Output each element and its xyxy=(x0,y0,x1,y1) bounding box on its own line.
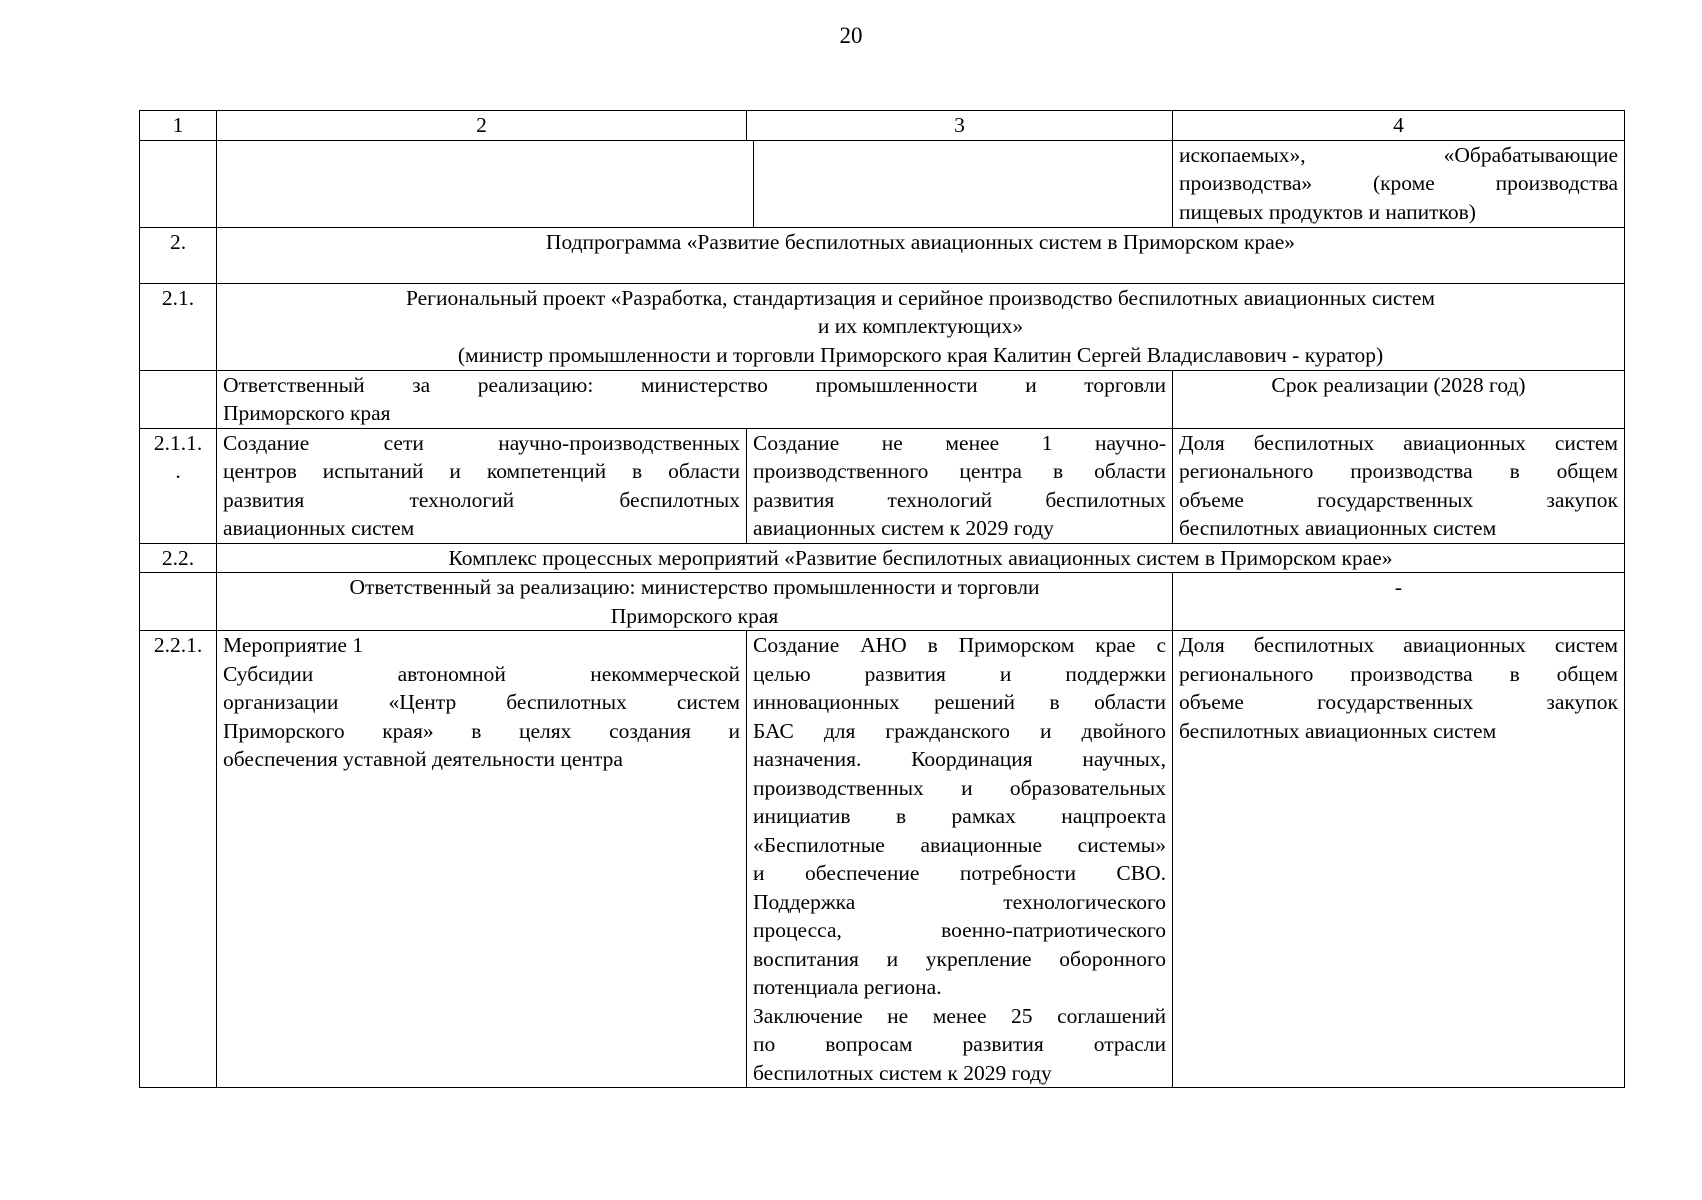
text-line: производственного центра в области xyxy=(753,459,1166,483)
text-line: . xyxy=(175,459,181,483)
text-line: «Беспилотные авиационные системы» xyxy=(753,832,1166,857)
text-line: потенциала региона. xyxy=(753,975,942,999)
result-text xyxy=(747,631,1173,1088)
text-line: Создание АНО в Приморском крае с xyxy=(753,633,1166,657)
complex-title: Комплекс процессных мероприятий «Развитие беспилотных авиационных систем в Приморском крае» xyxy=(217,543,1625,573)
text-line: производства» (кроме производства xyxy=(1179,171,1618,195)
text-line: авиационных систем к 2029 году xyxy=(753,516,1054,540)
subprogram-title: Подпрограмма «Развитие беспилотных авиационных систем в Приморском крае» xyxy=(217,227,1625,283)
row-number xyxy=(140,428,217,543)
text-line: объеме государственных закупок xyxy=(1179,487,1618,512)
table-row-regional-project xyxy=(140,283,1625,370)
table-row-complex xyxy=(140,543,1625,573)
text-line: Ответственный за реализацию: министерство промышленности и торговли xyxy=(349,575,1040,599)
text-line: и обеспечение потребности СВО. xyxy=(753,861,1166,885)
cell-empty xyxy=(140,370,217,428)
text-line: инновационных решений в области xyxy=(753,690,1166,714)
row-number: 2.2.1. xyxy=(140,631,217,1088)
page-number: 20 xyxy=(839,23,863,48)
table-row-subprogram xyxy=(140,227,1625,283)
text-line: центров испытаний и компетенций в области xyxy=(223,459,740,483)
text-line: Приморского края xyxy=(223,401,391,425)
text-line: процесса, военно-патриотического xyxy=(753,918,1166,942)
text-line: пищевых продуктов и напитков) xyxy=(1179,199,1476,224)
header-col-4: 4 xyxy=(1173,111,1625,141)
task-text xyxy=(217,631,747,1088)
table-row-2-1-1 xyxy=(140,428,1625,543)
text-line: Региональный проект «Разработка, стандартизация и серийное производство беспилотных авиационных систем xyxy=(405,285,1436,310)
table-row-responsible xyxy=(140,370,1625,428)
text-line: регионального производства в общем xyxy=(1179,661,1618,686)
header-col-2: 2 xyxy=(217,111,747,141)
text-line: беспилотных авиационных систем xyxy=(1179,718,1497,743)
text-line: обеспечения уставной деятельности центра xyxy=(223,747,623,771)
text-line: Заключение не менее 25 соглашений xyxy=(753,1003,1166,1028)
text-line: производственных и образовательных xyxy=(753,775,1166,800)
text-line: Мероприятие 1 xyxy=(223,633,364,657)
responsible-text xyxy=(217,573,1173,631)
table-row-responsible xyxy=(140,573,1625,631)
result-text xyxy=(747,428,1173,543)
cell-empty xyxy=(217,140,1173,227)
text-line: по вопросам развития отрасли xyxy=(753,1032,1166,1056)
table-header-row xyxy=(140,111,1625,141)
text-line: Доля беспилотных авиационных систем xyxy=(1179,430,1618,455)
text-line: объеме государственных закупок xyxy=(1179,690,1618,714)
text-line: авиационных систем xyxy=(223,516,415,540)
indicator-text xyxy=(1173,428,1625,543)
table-row-continuation xyxy=(140,140,1625,227)
row-number: 2. xyxy=(140,227,217,283)
header-col-1: 1 xyxy=(140,111,217,141)
task-text xyxy=(217,428,747,543)
text-line: Поддержка технологического xyxy=(753,889,1166,914)
text-line: БАС для гражданского и двойного xyxy=(753,718,1166,743)
text-line: беспилотных авиационных систем xyxy=(1179,516,1497,540)
row-number: 2.2. xyxy=(140,543,217,573)
text-line: Доля беспилотных авиационных систем xyxy=(1179,633,1618,657)
program-table xyxy=(139,110,1625,1088)
text-line: назначения. Координация научных, xyxy=(753,747,1166,771)
text-line: воспитания и укрепление оборонного xyxy=(753,946,1166,971)
text-line: Создание сети научно-производственных xyxy=(223,430,740,455)
row-number: 2.1. xyxy=(140,283,217,370)
responsible-text xyxy=(217,370,1173,428)
text-line: Приморского края xyxy=(610,603,779,628)
text-line: беспилотных систем к 2029 году xyxy=(753,1060,1052,1085)
text-line: целью развития и поддержки xyxy=(753,661,1166,686)
regional-project-title xyxy=(217,283,1625,370)
cell-empty xyxy=(140,573,217,631)
header-col-3: 3 xyxy=(747,111,1173,141)
text-line: Ответственный за реализацию: министерство промышленности и торговли xyxy=(223,372,1166,397)
text-line: ископаемых», «Обрабатывающие xyxy=(1179,142,1618,167)
text-line: инициатив в рамках нацпроекта xyxy=(753,804,1166,828)
text-line: организации «Центр беспилотных систем xyxy=(223,690,740,714)
text-line: и их комплектующих» xyxy=(817,314,1024,338)
text-line: Субсидии автономной некоммерческой xyxy=(223,661,740,686)
cell-empty xyxy=(140,140,217,227)
text-line: развития технологий беспилотных xyxy=(753,487,1166,512)
term-text: Срок реализации (2028 год) xyxy=(1173,370,1625,428)
text-line: (министр промышленности и торговли Приморского края Калитин Сергей Владиславович - куратор) xyxy=(457,342,1384,367)
text-line: регионального производства в общем xyxy=(1179,459,1618,483)
text-line: 2.1.1. xyxy=(153,430,203,455)
continuation-indicator-text xyxy=(1173,140,1625,227)
term-text: - xyxy=(1173,573,1625,631)
text-line: Создание не менее 1 научно- xyxy=(753,430,1166,455)
text-line: развития технологий беспилотных xyxy=(223,487,740,512)
table-row-2-2-1 xyxy=(140,631,1625,1088)
text-line: Приморского края» в целях создания и xyxy=(223,718,740,743)
indicator-text xyxy=(1173,631,1625,1088)
